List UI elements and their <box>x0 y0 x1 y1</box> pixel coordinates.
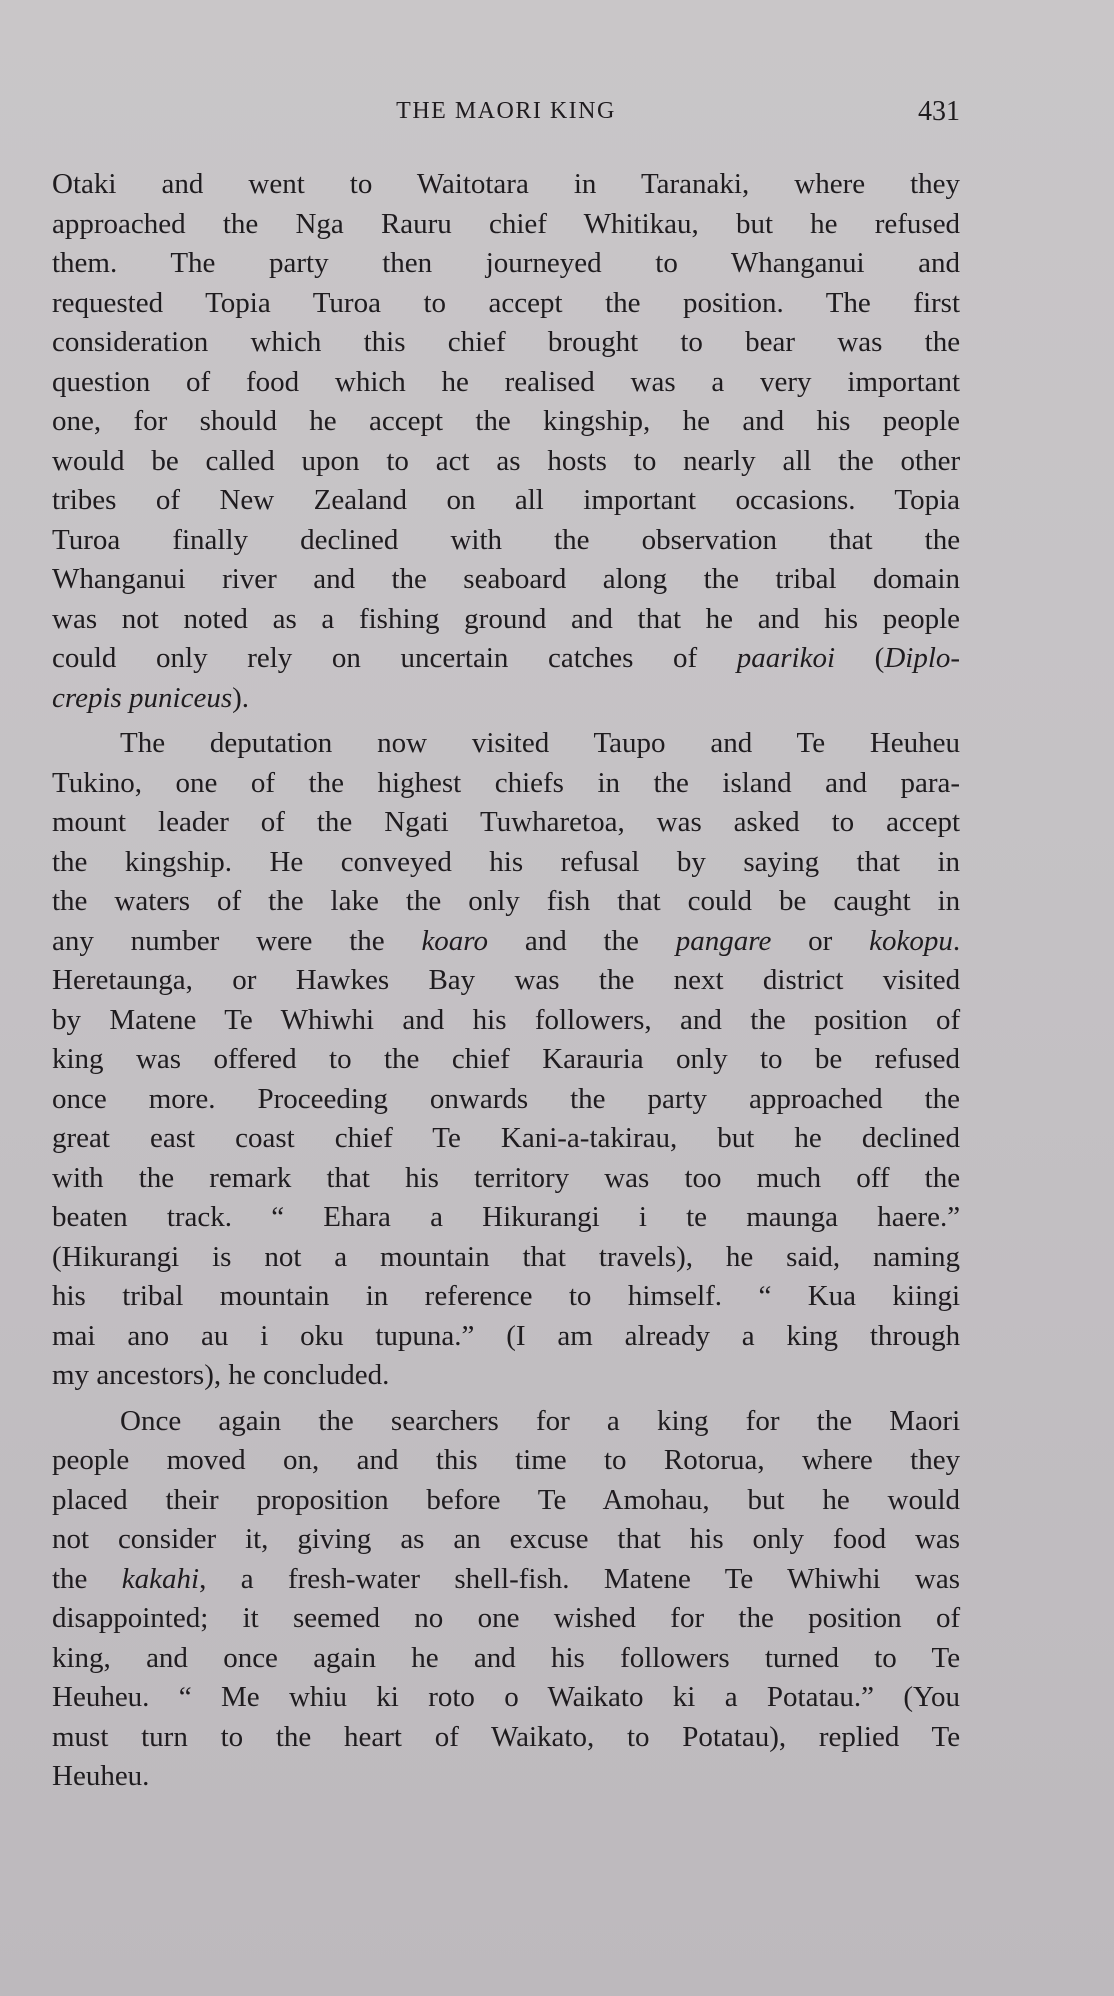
text-line: by Matene Te Whiwhi and his followers, and the position of <box>52 1003 961 1036</box>
text-line: the kingship. He conveyed his refusal by saying that in <box>52 845 961 878</box>
text-line: consideration which this chief brought to bear was the <box>52 326 961 358</box>
text-line: the waters of the lake the only fish that could be caught in <box>52 885 961 917</box>
text-line: placed their proposition before Te Amohau, but he would <box>52 1483 961 1516</box>
text-line: people moved on, and this time to Rotorua, where they <box>52 1444 961 1476</box>
text-line: with the remark that his territory was too much off the <box>52 1161 961 1194</box>
page-number: 431 <box>918 96 960 127</box>
running-head: THE MAORI KING <box>396 98 616 124</box>
text-line: king was offered to the chief Karauria only to be refused <box>52 1043 961 1075</box>
text-line: his tribal mountain in reference to himself. “ Kua kiingi <box>52 1280 961 1312</box>
text-line: king, and once again he and his followers turned to Te <box>52 1641 961 1674</box>
text-line: was not noted as a fishing ground and that he and his people <box>52 602 961 635</box>
text-line: any number were the koaro and the pangare or kokopu. <box>52 924 961 957</box>
text-line: tribes of New Zealand on all important occasions. Topia <box>52 484 961 516</box>
text-line: requested Topia Turoa to accept the position. The first <box>52 286 961 319</box>
text-line: mai ano au i oku tupuna.” (I am already a king through <box>52 1319 961 1352</box>
text-line: once more. Proceeding onwards the party approached the <box>52 1082 961 1115</box>
text-line: Otaki and went to Waitotara in Taranaki, where they <box>52 168 961 200</box>
text-line: mount leader of the Ngati Tuwharetoa, was asked to accept <box>52 806 961 838</box>
text-line: Whanganui river and the seaboard along the tribal domain <box>52 563 960 595</box>
text-line: disappointed; it seemed no one wished for the position of <box>52 1602 961 1634</box>
text-line: my ancestors), he concluded. <box>52 1359 390 1391</box>
page-header <box>52 96 960 132</box>
text-line: great east coast chief Te Kani-a-takirau, but he declined <box>52 1122 961 1154</box>
text-line: Turoa finally declined with the observation that the <box>52 523 961 556</box>
body-text <box>52 165 960 1797</box>
text-line: Once again the searchers for a king for the Maori <box>120 1404 961 1437</box>
paragraph-3 <box>52 1402 960 1797</box>
text-line: Heretaunga, or Hawkes Bay was the next district visited <box>52 964 961 996</box>
text-line: must turn to the heart of Waikato, to Potatau), replied Te <box>52 1720 961 1753</box>
paragraph-2 <box>52 724 960 1396</box>
text-line: would be called upon to act as hosts to nearly all the other <box>52 444 961 477</box>
paragraph-1 <box>52 165 960 718</box>
text-line: question of food which he realised was a very important <box>52 365 961 398</box>
text-line: Heuheu. “ Me whiu ki roto o Waikato ki a Potatau.” (You <box>52 1681 961 1713</box>
text-line: them. The party then journeyed to Whanganui and <box>52 247 961 279</box>
text-line: one, for should he accept the kingship, he and his people <box>52 405 960 437</box>
text-line: Tukino, one of the highest chiefs in the island and para- <box>52 766 961 799</box>
text-line: Heuheu. <box>52 1760 150 1792</box>
text-line: approached the Nga Rauru chief Whitikau, but he refused <box>52 207 961 240</box>
text-line: (Hikurangi is not a mountain that travels), he said, naming <box>52 1240 961 1273</box>
text-line: the kakahi, a fresh-water shell-fish. Matene Te Whiwhi was <box>52 1562 961 1595</box>
text-line: beaten track. “ Ehara a Hikurangi i te maunga haere.” <box>52 1201 961 1233</box>
text-line: not consider it, giving as an excuse that his only food was <box>52 1523 961 1555</box>
text-line: crepis puniceus). <box>52 681 250 714</box>
text-line: could only rely on uncertain catches of paarikoi (Diplo- <box>52 642 961 674</box>
text-line: The deputation now visited Taupo and Te Heuheu <box>120 727 961 759</box>
